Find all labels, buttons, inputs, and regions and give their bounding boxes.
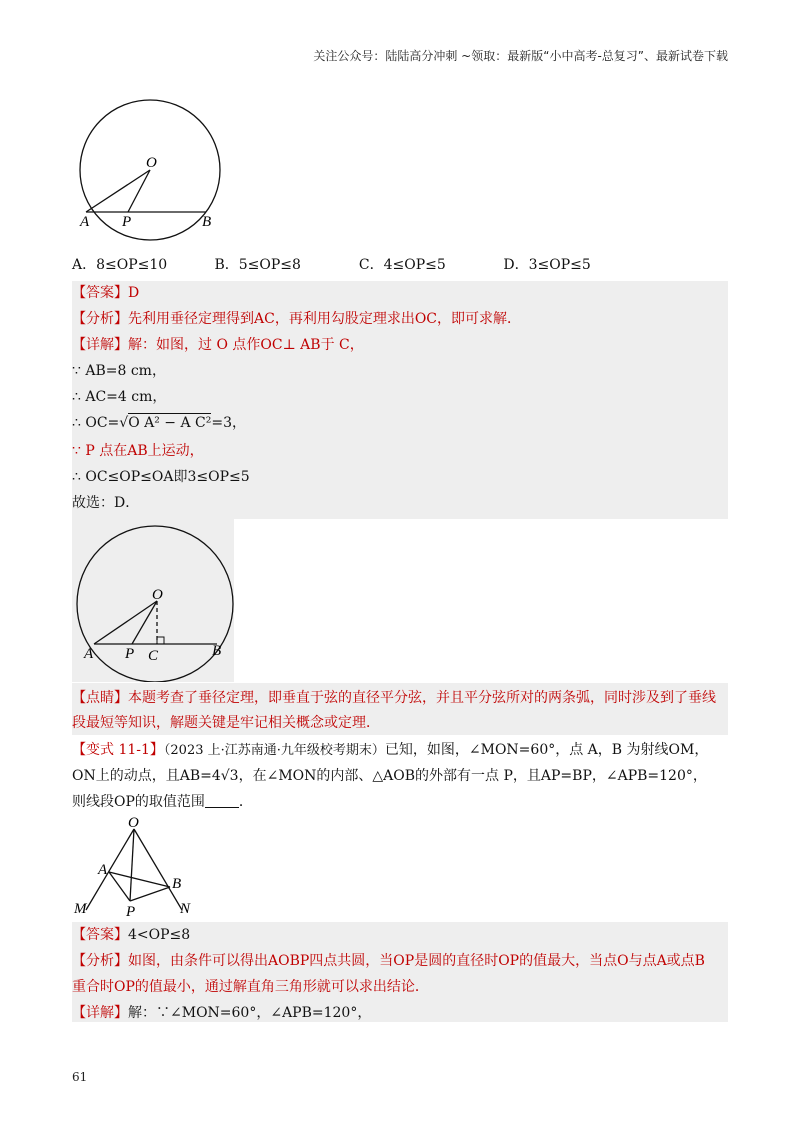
choice-a: A．8≤OP≤10: [72, 257, 168, 273]
ray-on: [134, 829, 182, 910]
page-header: 关注公众号：陆陆高分冲刺 ~领取：最新版“小中高考-总复习”、最新试卷下载: [313, 49, 728, 63]
segment-op: [128, 170, 150, 212]
detail-line-5: ∵ P 点在AB上运动，: [72, 443, 204, 459]
figure-circle-1: [72, 95, 232, 245]
q2-line-1: 【变式 11-1】（2023 上·江苏南通·九年级校考期末）已知，如图，∠MON=60°，点 A，B 为射线OM，: [72, 742, 709, 758]
label-c: C: [148, 648, 159, 664]
label-p: P: [122, 214, 132, 230]
choice-d: D．3≤OP≤5: [503, 257, 591, 273]
q2-answer-value: 4<OP≤8: [128, 927, 191, 943]
q2-analysis-line-2: 重合时OP的值最小，通过解直角三角形就可以求出结论．: [72, 979, 429, 995]
detail-line-7: 故选：D．: [72, 495, 140, 511]
segment-bp: [130, 887, 170, 901]
analysis-line: 【分析】先利用垂径定理得到AC，再利用勾股定理求出OC，即可求解．: [72, 311, 522, 327]
label-p: P: [126, 904, 136, 920]
q2-answer-line: 【答案】4<OP≤8: [72, 927, 191, 943]
label-b: B: [212, 643, 222, 659]
label-a: A: [80, 214, 90, 230]
label-o: O: [152, 587, 163, 603]
q2-analysis-line-1: 【分析】如图，由条件可以得出AOBP四点共圆，当OP是圆的直径时OP的值最大，当点O与点A或点B: [72, 953, 705, 969]
segment-oa: [94, 601, 157, 644]
choice-c: C．4≤OP≤5: [358, 257, 446, 273]
comment-line-2: 段最短等知识，解题关键是牢记相关概念或定理．: [72, 715, 380, 731]
label-n: N: [180, 901, 191, 917]
detail-line-4: ∴ OC=√O A² − A C²=3，: [72, 415, 247, 431]
detail-line-3: ∴ AC=4 cm，: [72, 389, 167, 405]
label-b: B: [172, 876, 182, 892]
segment-oa: [86, 170, 150, 212]
label-o: O: [146, 155, 157, 171]
answer-value: D: [128, 285, 140, 301]
segment-op: [130, 829, 134, 901]
right-angle-mark: [157, 637, 164, 644]
q2-line-3: 则线段OP的取值范围 ．: [72, 794, 253, 810]
label-o: O: [128, 815, 139, 831]
label-a: A: [98, 862, 108, 878]
choice-b: B．5≤OP≤8: [214, 257, 301, 273]
label-m: M: [74, 901, 87, 917]
label-b: B: [202, 214, 212, 230]
comment-line-1: 【点睛】本题考查了垂径定理，即垂直于弦的直径平分弦，并且平分弦所对的两条弧，同时涉及到了垂线: [72, 690, 716, 706]
segment-op: [132, 601, 157, 644]
label-p: P: [125, 646, 135, 662]
answer-choices: [72, 255, 591, 275]
detail-line-6: ∴ OC≤OP≤OA即3≤OP≤5: [72, 469, 250, 485]
figure-angle: [72, 815, 202, 920]
ray-om: [86, 829, 134, 910]
detail-line-1: 【详解】解：如图，过 O 点作OC⊥ AB于 C，: [72, 337, 364, 353]
q2-line-2: ON上的动点，且AB=4√3，在∠MON的内部、△AOB的外部有一点 P，且AP=BP，∠APB=120°，: [72, 768, 707, 784]
detail-line-2: ∵ AB=8 cm，: [72, 363, 166, 379]
label-a: A: [84, 646, 94, 662]
q2-detail-line-1: 【详解】解：∵∠MON=60°，∠APB=120°，: [72, 1005, 372, 1021]
answer-line: 【答案】D: [72, 285, 140, 301]
q2-tag: 【变式 11-1】: [72, 742, 164, 758]
answer-blank: [205, 793, 239, 808]
figure-circle-2: [72, 519, 234, 682]
page-number: 61: [72, 1070, 88, 1084]
